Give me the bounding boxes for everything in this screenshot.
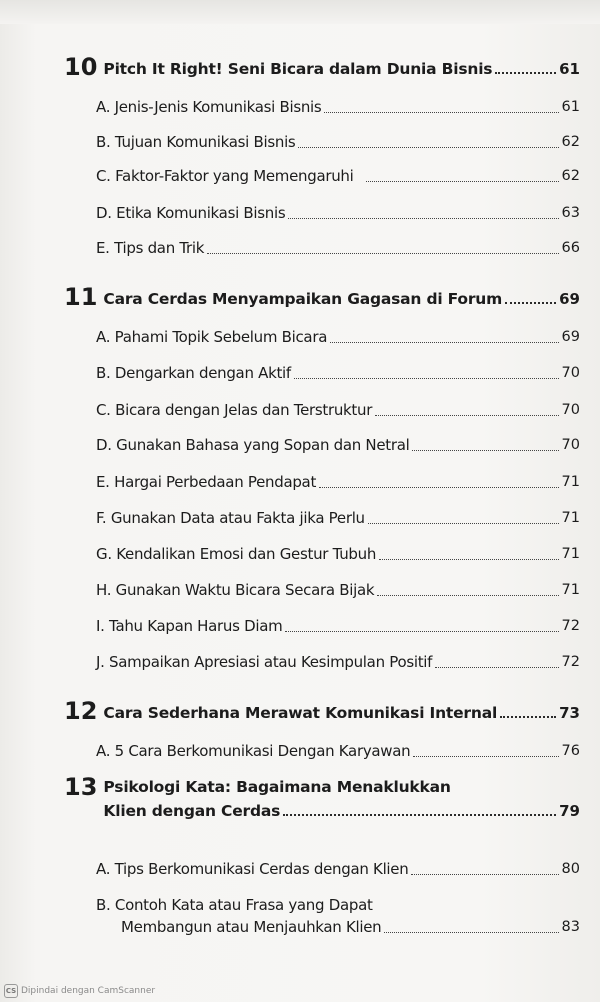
dot-leader — [298, 147, 558, 148]
toc-entry-label: C. Bicara dengan Jelas dan Terstruktur — [96, 401, 373, 419]
toc-entry-label: G. Kendalikan Emosi dan Gestur Tubuh — [96, 545, 377, 563]
toc-entry — [96, 651, 580, 673]
toc-entry — [96, 543, 580, 565]
dot-leader — [505, 302, 556, 304]
toc-entry-page: 70 — [561, 402, 580, 418]
toc-entry-label: D. Gunakan Bahasa yang Sopan dan Netral — [96, 436, 410, 454]
toc-entry-page: 62 — [561, 134, 580, 150]
toc-entry — [96, 165, 580, 187]
dot-leader — [283, 814, 556, 816]
toc-entry-label: A. 5 Cara Berkomunikasi Dengan Karyawan — [96, 742, 411, 760]
dot-leader — [368, 523, 559, 524]
toc-entry-page: 63 — [561, 205, 580, 221]
toc-entry-page: 66 — [561, 240, 580, 256]
dot-leader — [413, 756, 558, 757]
toc-entry-label: A. Tips Berkomunikasi Cerdas dengan Klien — [96, 860, 409, 878]
dot-leader — [324, 112, 558, 113]
toc-entry-page: 76 — [561, 743, 580, 759]
toc-entry — [96, 326, 580, 348]
toc-entry — [96, 507, 580, 529]
dot-leader — [435, 667, 558, 668]
toc-entry-page: 70 — [561, 437, 580, 453]
dot-leader — [288, 218, 558, 219]
toc-entry-label: C. Faktor-Faktor yang Memengaruhi — [96, 167, 354, 185]
toc-entry-label: H. Gunakan Waktu Bicara Secara Bijak — [96, 581, 375, 599]
dot-leader — [330, 342, 558, 343]
toc-entry-label: A. Jenis-Jenis Komunikasi Bisnis — [96, 98, 322, 116]
toc-entry — [96, 894, 580, 938]
toc-entry-page: 71 — [561, 474, 580, 490]
chapter-11-heading — [64, 284, 580, 310]
toc-entry — [96, 237, 580, 259]
toc-entry-label: A. Pahami Topik Sebelum Bicara — [96, 328, 328, 346]
chapter-10-heading — [64, 54, 580, 80]
toc-entry-page: 72 — [561, 654, 580, 670]
chapter-page: 69 — [559, 290, 580, 308]
chapter-13-heading — [64, 774, 580, 822]
dot-leader — [285, 631, 558, 632]
toc-entry-label-line2: Membangun atau Menjauhkan Klien — [121, 918, 382, 936]
toc-entry-label: E. Hargai Perbedaan Pendapat — [96, 473, 317, 491]
dot-leader — [500, 716, 556, 718]
dot-leader — [384, 932, 558, 933]
chapter-number: 12 — [64, 697, 98, 725]
chapter-title: Pitch It Right! Seni Bicara dalam Dunia Bisnis — [103, 60, 493, 78]
chapter-number: 13 — [64, 773, 98, 801]
toc-entry-page: 69 — [561, 329, 580, 345]
camscanner-logo: CS — [4, 984, 18, 998]
toc-entry — [96, 399, 580, 421]
toc-entry-page: 71 — [561, 582, 580, 598]
toc-entry — [96, 615, 580, 637]
toc-entry — [96, 434, 580, 456]
toc-entry-label: F. Gunakan Data atau Fakta jika Perlu — [96, 509, 365, 527]
toc-entry-page: 62 — [561, 168, 580, 184]
chapter-title-line2: Klien dengan Cerdas — [103, 802, 281, 820]
toc-entry — [96, 96, 580, 118]
dot-leader — [207, 253, 558, 254]
chapter-number: 11 — [64, 283, 98, 311]
toc-entry-label: B. Tujuan Komunikasi Bisnis — [96, 133, 296, 151]
dot-leader — [375, 415, 558, 416]
toc-entry-page: 72 — [561, 618, 580, 634]
page-top-shadow — [0, 0, 600, 24]
dot-leader — [412, 450, 558, 451]
chapter-page: 61 — [559, 60, 580, 78]
toc-entry-label-line1: B. Contoh Kata atau Frasa yang Dapat — [96, 896, 373, 914]
chapter-title: Cara Cerdas Menyampaikan Gagasan di Forum — [103, 290, 503, 308]
toc-entry-page: 83 — [561, 919, 580, 935]
toc-entry-label: D. Etika Komunikasi Bisnis — [96, 204, 286, 222]
toc-entry-page: 71 — [561, 546, 580, 562]
toc-entry-page: 71 — [561, 510, 580, 526]
toc-entry-label: E. Tips dan Trik — [96, 239, 205, 257]
toc-entry-page: 70 — [561, 365, 580, 381]
dot-leader — [294, 378, 559, 379]
dot-leader — [411, 874, 558, 875]
toc-entry-page: 80 — [561, 861, 580, 877]
dot-leader — [377, 595, 558, 596]
chapter-title-line1: Psikologi Kata: Bagaimana Menaklukkan — [103, 778, 451, 796]
watermark-text: Dipindai dengan CamScanner — [21, 986, 156, 996]
dot-leader — [379, 559, 559, 560]
toc-entry — [96, 362, 580, 384]
toc-entry — [96, 579, 580, 601]
dot-leader — [366, 181, 559, 182]
chapter-title: Cara Sederhana Merawat Komunikasi Internal — [103, 704, 498, 722]
toc-entry — [96, 131, 580, 153]
toc-entry — [96, 858, 580, 880]
toc-entry-page: 61 — [561, 99, 580, 115]
chapter-number: 10 — [64, 53, 98, 81]
chapter-page: 73 — [559, 704, 580, 722]
toc-entry-label: I. Tahu Kapan Harus Diam — [96, 617, 283, 635]
toc-entry-label: J. Sampaikan Apresiasi atau Kesimpulan Positif — [96, 653, 433, 671]
dot-leader — [495, 72, 556, 74]
chapter-12-heading — [64, 698, 580, 724]
scanner-watermark — [4, 984, 155, 998]
dot-leader — [319, 487, 559, 488]
toc-entry — [96, 471, 580, 493]
toc-entry — [96, 202, 580, 224]
chapter-page: 79 — [559, 802, 580, 820]
toc-entry-label: B. Dengarkan dengan Aktif — [96, 364, 291, 382]
toc-entry — [96, 740, 580, 762]
